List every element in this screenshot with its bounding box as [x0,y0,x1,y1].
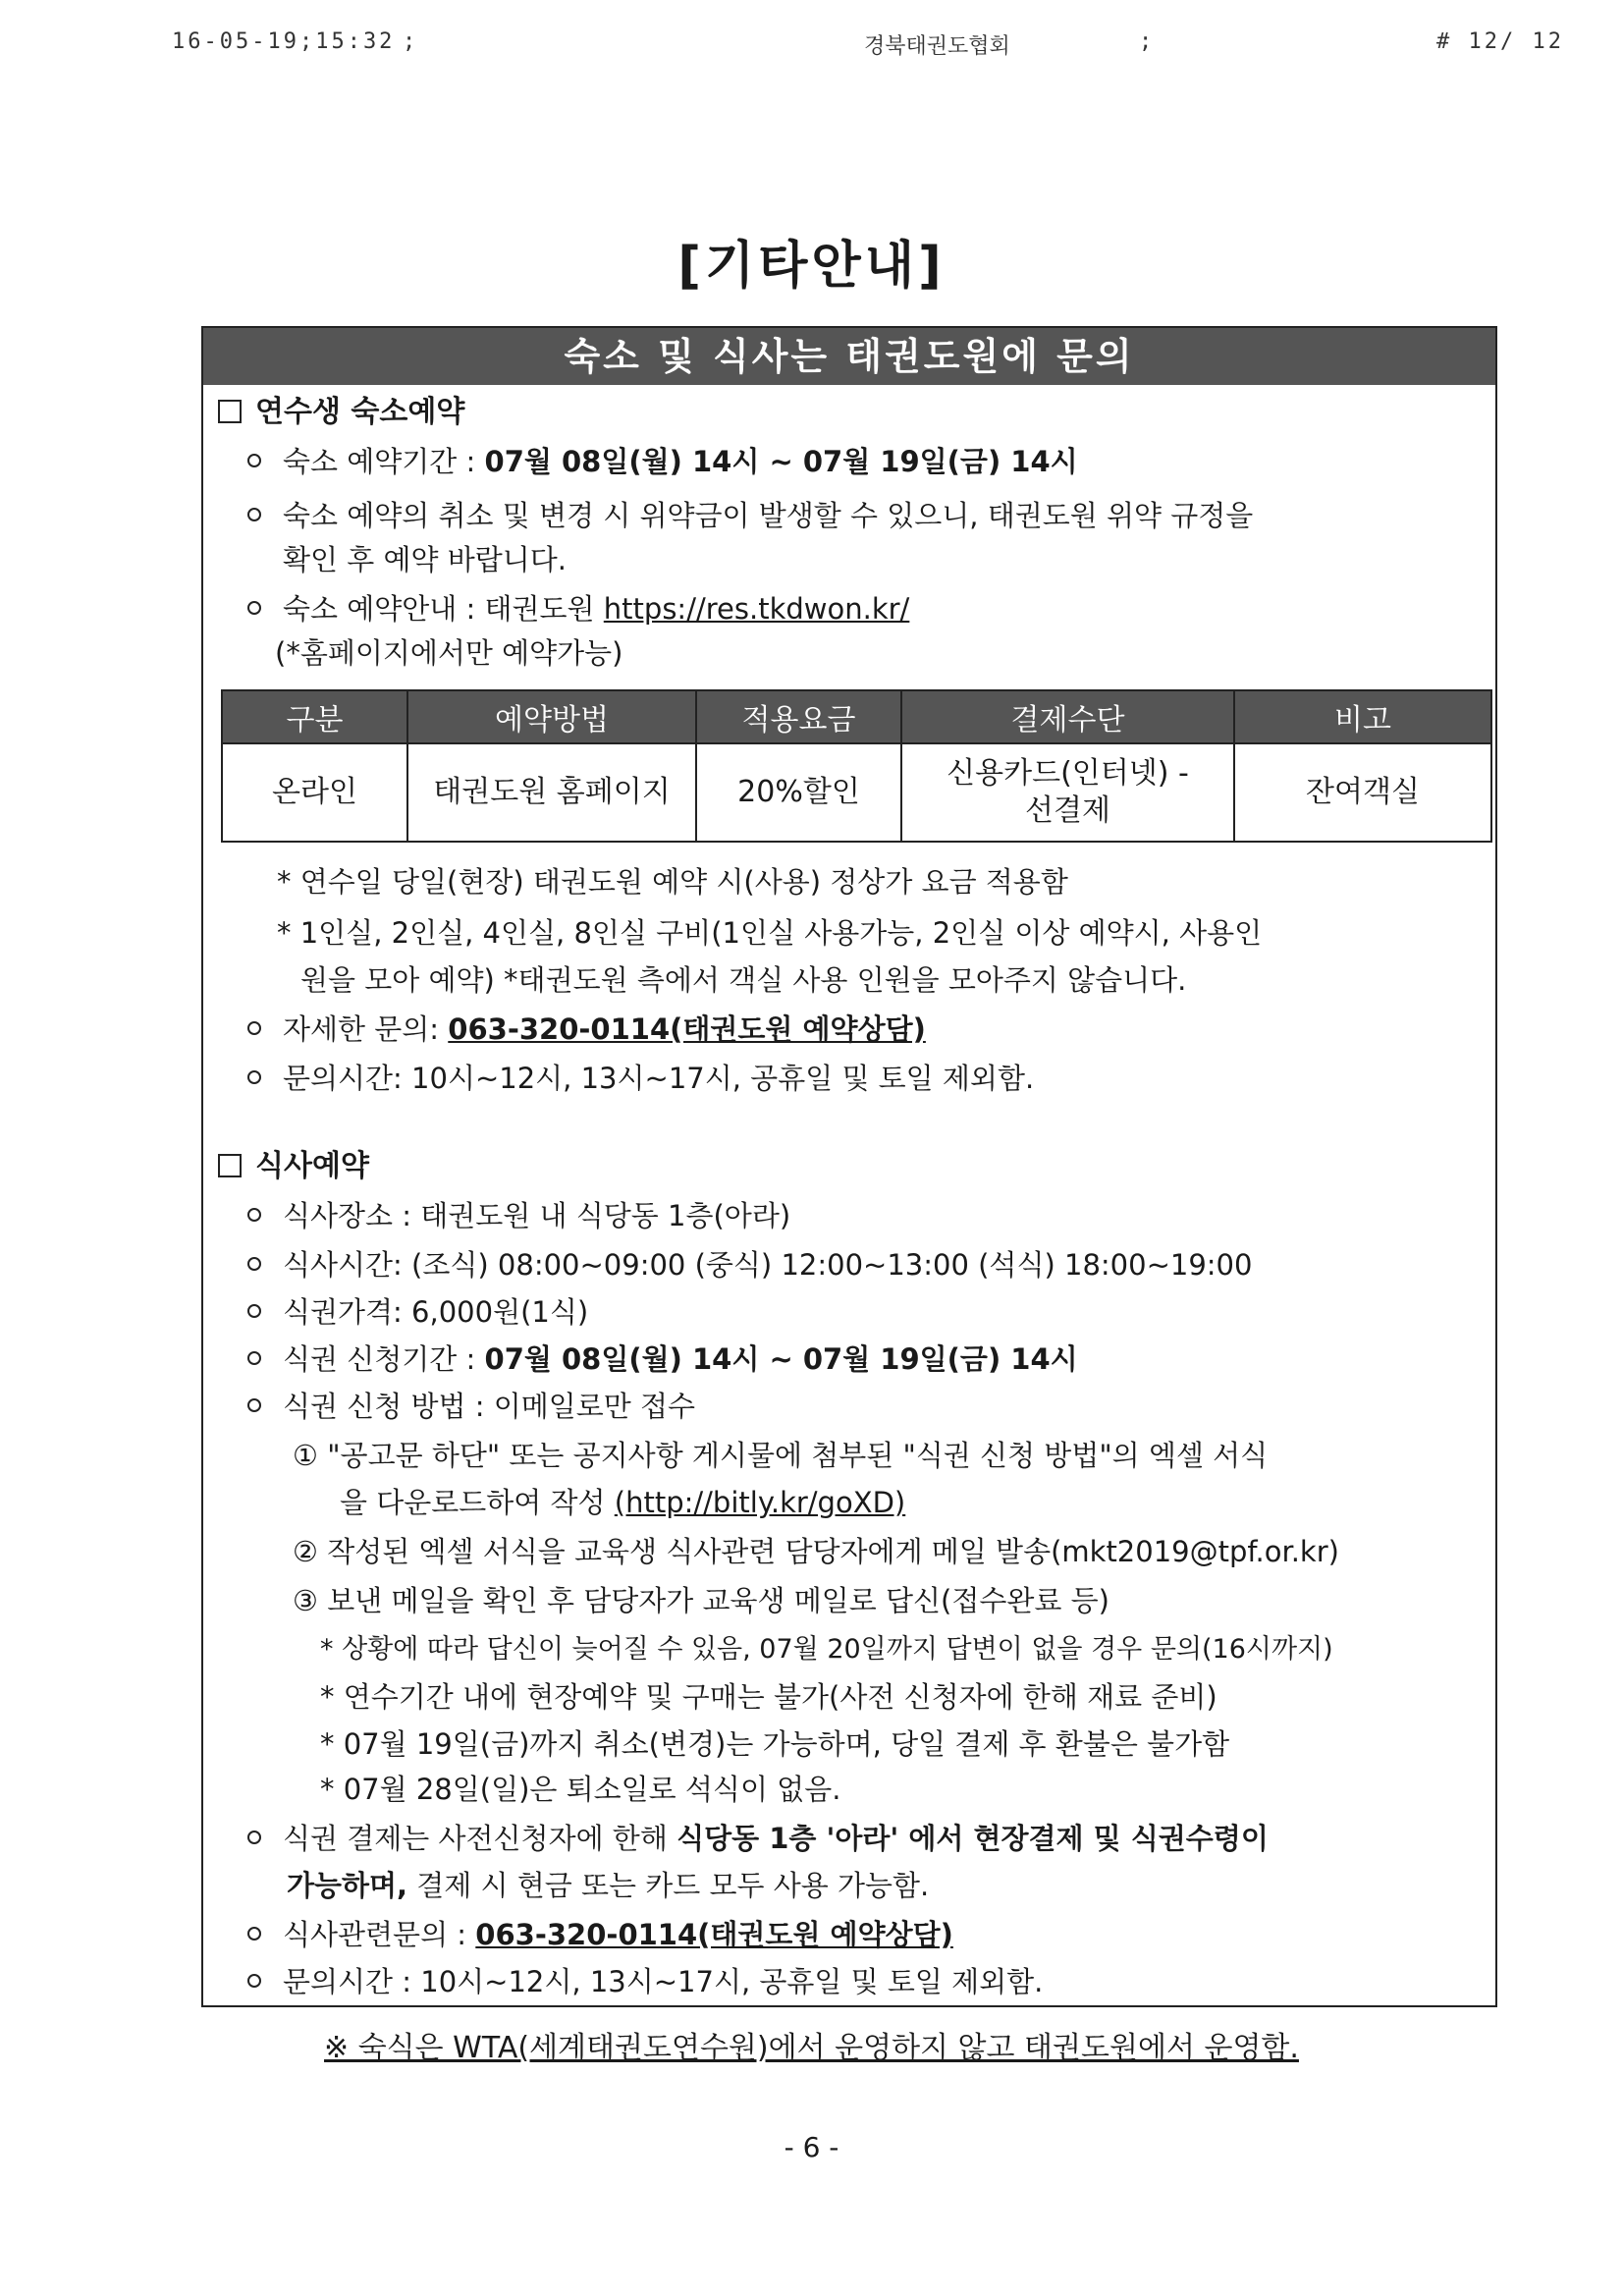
reservation-link[interactable]: https://res.tkdwon.kr/ [603,592,910,626]
meal-sub-note: * 연수기간 내에 현장예약 및 구매는 불가(사전 신청자에 한해 재료 준비) [320,1680,1217,1714]
meal-step: ① "공고문 하단" 또는 공지사항 게시물에 첨부된 "식권 신청 방법"의 엑셀 서식 [293,1439,1269,1472]
checkbox-square-icon [218,1154,242,1177]
section-lodging [218,393,464,432]
lodging-note: * 1인실, 2인실, 4인실, 8인실 구비(1인실 사용가능, 2인실 이상 예약시, 사용인 [277,916,1263,950]
fax-page: # 12/ 12 [1436,29,1564,54]
section-meal [218,1147,369,1186]
meal-contact: 식사관련문의 : 063-320-0114(태권도원 예약상담) [247,1915,953,1954]
table-header: 결제수단 [901,690,1234,743]
footnote: ※ 숙식은 WTA(세계태권도연수원)에서 운영하지 않고 태권도원에서 운영함. [324,2031,1299,2065]
table-header: 구분 [222,690,407,743]
meal-payment-cont: 가능하며, 결제 시 현금 또는 카드 모두 사용 가능함. [287,1869,930,1902]
bullet-circle-icon [247,1831,261,1844]
meal-price: 식권가격: 6,000원(1식) [247,1292,588,1332]
bullet-circle-icon [247,1208,261,1222]
table-header: 적용요금 [696,690,901,743]
lodging-note-cont: 원을 모아 예약) *태권도원 측에서 객실 사용 인원을 모아주지 않습니다. [300,963,1187,997]
bullet-circle-icon [247,1927,261,1941]
table-cell: 20%할인 [696,743,901,842]
table-header-row [222,690,1491,743]
box-header: 숙소 및 식사는 태권도원에 문의 [203,328,1495,385]
meal-hours: 문의시간 : 10시~12시, 13시~17시, 공휴일 및 토일 제외함. [247,1962,1043,2001]
bullet-circle-icon [247,1304,261,1318]
table-header: 예약방법 [407,690,696,743]
meal-time: 식사시간: (조식) 08:00~09:00 (중식) 12:00~13:00 (석식) 18:00~19:00 [247,1245,1252,1285]
section-heading: 연수생 숙소예약 [255,395,465,429]
bullet-circle-icon [247,601,261,615]
meal-sub-note: * 07월 19일(금)까지 취소(변경)는 가능하며, 당일 결제 후 환불은 불가함 [320,1727,1230,1761]
lodging-note: * 연수일 당일(현장) 태권도원 예약 시(사용) 정상가 요금 적용함 [277,865,1068,899]
bullet-circle-icon [247,454,261,467]
lodging-contact: 자세한 문의: 063-320-0114(태권도원 예약상담) [247,1010,926,1049]
page-number: - 6 - [784,2131,839,2163]
lodging-cancel: 숙소 예약의 취소 및 변경 시 위약금이 발생할 수 있으니, 태권도원 위약 규정을 [247,496,1253,535]
meal-period: 식권 신청기간 : 07월 08일(월) 14시 ~ 07월 19일(금) 14시 [247,1339,1078,1379]
table-cell: 잔여객실 [1234,743,1491,842]
bullet-circle-icon [247,1974,261,1988]
lodging-table [221,689,1492,843]
table-row [222,743,1491,842]
fax-separator: ; [1139,29,1156,54]
fax-sender: 경북태권도협회 [864,34,1010,59]
table-cell: 태권도원 홈페이지 [407,743,696,842]
lodging-guide: 숙소 예약안내 : 태권도원 https://res.tkdwon.kr/ [247,589,909,629]
meal-payment: 식권 결제는 사전신청자에 한해 식당동 1층 '아라' 에서 현장결제 및 식권수령이 [247,1819,1269,1858]
bullet-circle-icon [247,1257,261,1271]
checkbox-square-icon [218,400,242,423]
meal-step: ③ 보낸 메일을 확인 후 담당자가 교육생 메일로 답신(접수완료 등) [293,1584,1109,1617]
bullet-circle-icon [247,1021,261,1035]
bullet-circle-icon [247,1351,261,1365]
bullet-circle-icon [247,1070,261,1084]
lodging-cancel-cont: 확인 후 예약 바랍니다. [283,543,567,576]
table-cell: 온라인 [222,743,407,842]
bullet-circle-icon [247,508,261,521]
section-heading: 식사예약 [255,1149,369,1183]
meal-place: 식사장소 : 태권도원 내 식당동 1층(아라) [247,1196,790,1235]
meal-step: ② 작성된 엑셀 서식을 교육생 식사관련 담당자에게 메일 발송(mkt2019@tpf.or.kr) [293,1535,1339,1568]
meal-sub-note: * 상황에 따라 답신이 늦어질 수 있음, 07월 20일까지 답변이 없을 경우 문의(16시까지) [320,1634,1333,1665]
fax-datetime: 16-05-19;15:32 [172,29,396,54]
meal-sub-note: * 07월 28일(일)은 퇴소일로 석식이 없음. [320,1773,841,1806]
lodging-period: 숙소 예약기간 : 07월 08일(월) 14시 ~ 07월 19일(금) 14시 [247,442,1078,481]
table-cell: 신용카드(인터넷) - 선결제 [901,743,1234,842]
bullet-circle-icon [247,1398,261,1412]
table-header: 비고 [1234,690,1491,743]
form-link[interactable]: (http://bitly.kr/goXD) [614,1486,906,1519]
fax-separator: ; [403,29,419,54]
phone-number: 063-320-0114(태권도원 예약상담) [475,1918,953,1951]
lodging-hours: 문의시간: 10시~12시, 13시~17시, 공휴일 및 토일 제외함. [247,1059,1034,1098]
lodging-guide-note: (*홈페이지에서만 예약가능) [275,636,623,670]
meal-step-cont: 을 다운로드하여 작성 (http://bitly.kr/goXD) [340,1486,906,1519]
page-title: [기타안내] [677,237,946,296]
phone-number: 063-320-0114(태권도원 예약상담) [448,1012,926,1046]
meal-method: 식권 신청 방법 : 이메일로만 접수 [247,1387,695,1426]
